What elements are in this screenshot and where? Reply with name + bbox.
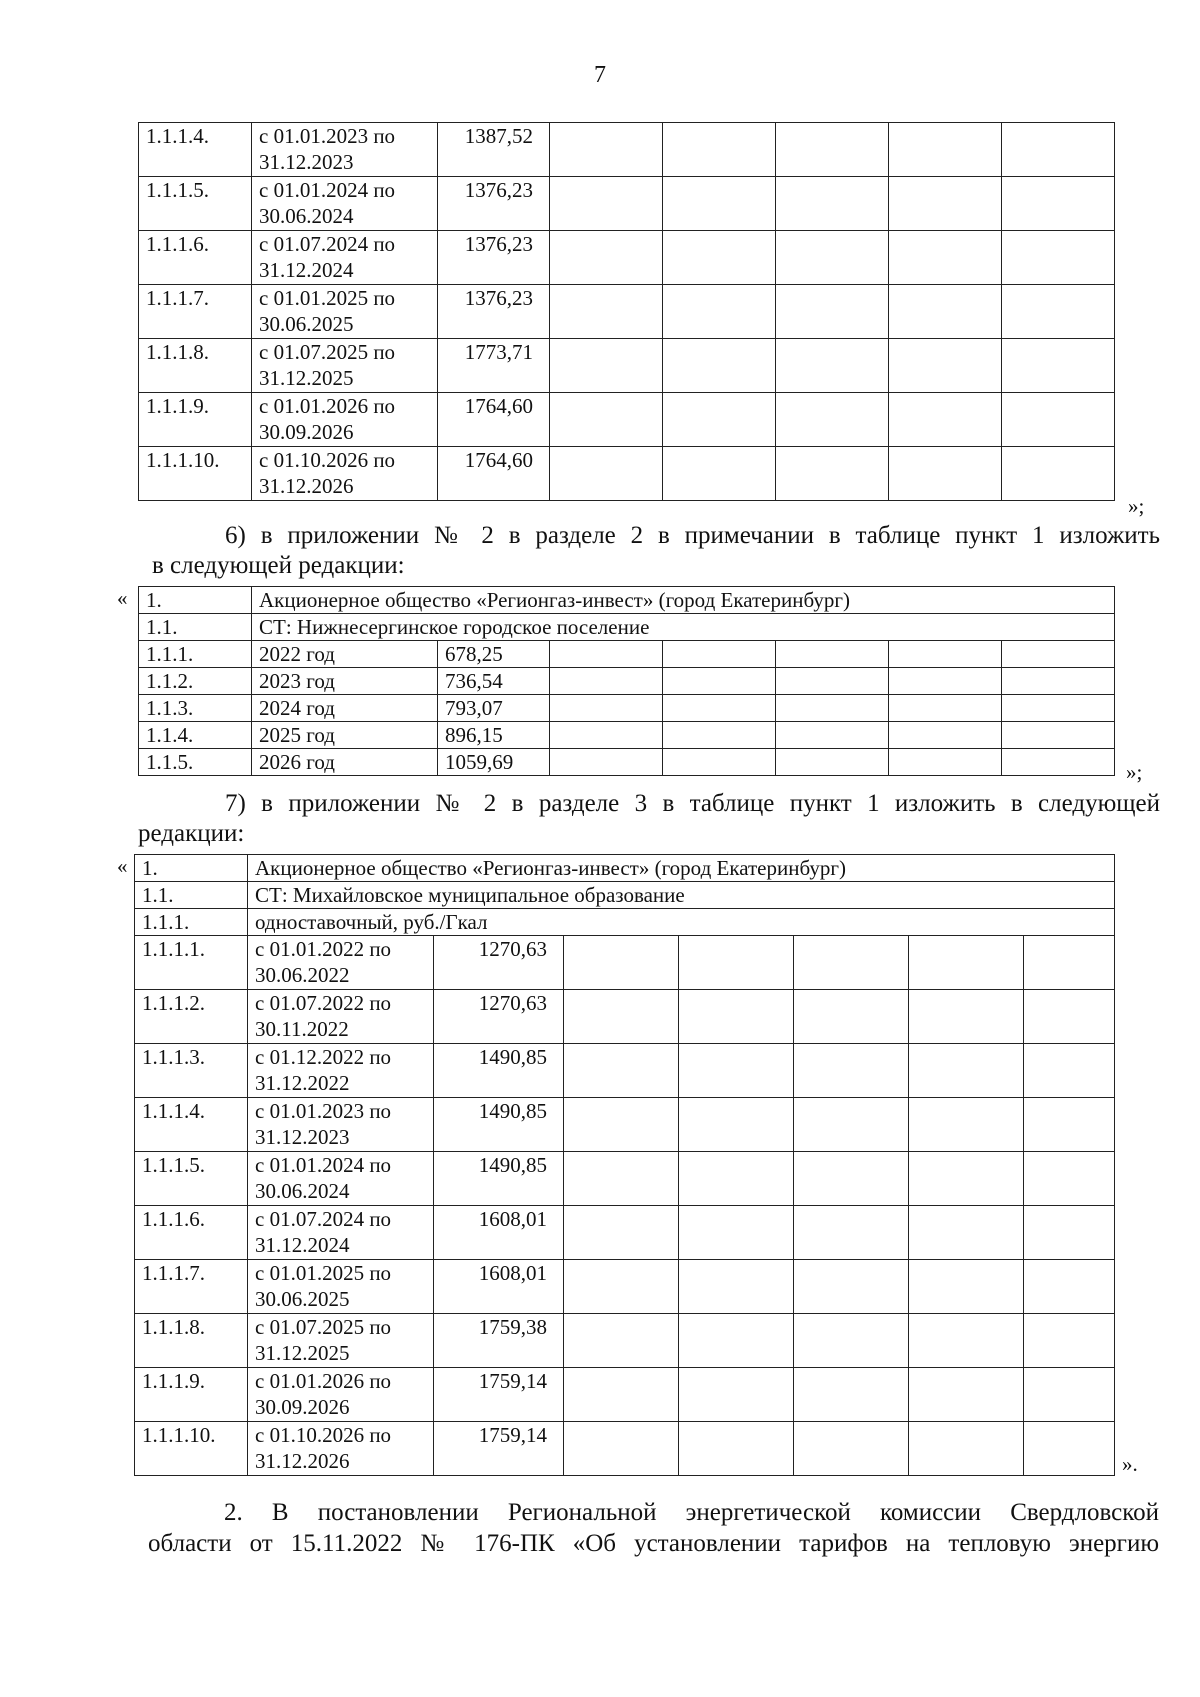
period-start: с 01.07.2022 по	[255, 991, 392, 1015]
period-start: с 01.01.2024 по	[259, 178, 396, 202]
table-row	[135, 936, 1115, 990]
row-value: 1490,85	[434, 1152, 564, 1206]
empty-cell	[1024, 936, 1115, 990]
empty-cell	[564, 1368, 679, 1422]
period-end: 30.09.2026	[259, 420, 354, 444]
row-value: 1490,85	[434, 1098, 564, 1152]
row-number: 1.1.1.	[139, 641, 252, 668]
row-number: 1.1.3.	[139, 695, 252, 722]
row-number: 1.1.1.4.	[139, 123, 252, 177]
empty-cell	[679, 1152, 794, 1206]
empty-cell	[776, 749, 889, 776]
table-row	[139, 641, 1115, 668]
period-end: 31.12.2026	[259, 474, 354, 498]
table-row	[135, 1206, 1115, 1260]
period-end: 31.12.2024	[255, 1233, 350, 1257]
empty-cell	[1002, 749, 1115, 776]
empty-cell	[564, 1422, 679, 1476]
header-organization: Акционерное общество «Регионгаз-инвест» (город Екатеринбург)	[252, 587, 1115, 614]
sub-num: 1.1.	[135, 882, 248, 909]
row-period	[248, 1044, 434, 1098]
period-start: с 01.01.2023 по	[259, 124, 396, 148]
empty-cell	[889, 231, 1002, 285]
sub-num: 1.1.	[139, 614, 252, 641]
period-end: 31.12.2022	[255, 1071, 350, 1095]
empty-cell	[794, 1152, 909, 1206]
row-number: 1.1.1.7.	[135, 1260, 248, 1314]
row-year: 2025 год	[252, 722, 438, 749]
empty-cell	[663, 447, 776, 501]
close-quote-3: ».	[1122, 1452, 1138, 1476]
row-period	[248, 1368, 434, 1422]
tariff-table-1	[138, 122, 1115, 501]
row-value: 1764,60	[438, 447, 550, 501]
period-start: с 01.01.2025 по	[259, 286, 396, 310]
empty-cell	[909, 990, 1024, 1044]
table-row	[135, 1260, 1115, 1314]
empty-cell	[1024, 1098, 1115, 1152]
empty-cell	[1024, 1044, 1115, 1098]
table-row	[135, 855, 1115, 882]
empty-cell	[909, 1152, 1024, 1206]
empty-cell	[909, 1098, 1024, 1152]
empty-cell	[794, 990, 909, 1044]
row-value: 1270,63	[434, 936, 564, 990]
empty-cell	[663, 641, 776, 668]
empty-cell	[794, 1206, 909, 1260]
empty-cell	[564, 1260, 679, 1314]
period-end: 31.12.2025	[255, 1341, 350, 1365]
table-row	[135, 882, 1115, 909]
empty-cell	[1024, 1152, 1115, 1206]
empty-cell	[663, 668, 776, 695]
empty-cell	[889, 285, 1002, 339]
empty-cell	[1002, 393, 1115, 447]
row-period	[248, 1314, 434, 1368]
row-value: 1773,71	[438, 339, 550, 393]
row-period	[252, 339, 438, 393]
empty-cell	[1002, 641, 1115, 668]
empty-cell	[889, 695, 1002, 722]
empty-cell	[1024, 1260, 1115, 1314]
empty-cell	[889, 641, 1002, 668]
empty-cell	[564, 990, 679, 1044]
row-value: 1608,01	[434, 1260, 564, 1314]
empty-cell	[550, 177, 663, 231]
period-start: с 01.12.2022 по	[255, 1045, 392, 1069]
row-period	[252, 447, 438, 501]
period-end: 31.12.2023	[255, 1125, 350, 1149]
period-start: с 01.07.2025 по	[259, 340, 396, 364]
empty-cell	[550, 749, 663, 776]
empty-cell	[1002, 722, 1115, 749]
empty-cell	[550, 447, 663, 501]
empty-cell	[550, 285, 663, 339]
paragraph-6-line-2: в следующей редакции:	[152, 552, 405, 579]
period-start: с 01.01.2023 по	[255, 1099, 392, 1123]
empty-cell	[1024, 1314, 1115, 1368]
empty-cell	[794, 1044, 909, 1098]
empty-cell	[663, 231, 776, 285]
empty-cell	[1002, 285, 1115, 339]
empty-cell	[889, 177, 1002, 231]
empty-cell	[909, 1206, 1024, 1260]
empty-cell	[1002, 123, 1115, 177]
empty-cell	[550, 393, 663, 447]
period-start: с 01.07.2024 по	[259, 232, 396, 256]
table-row	[139, 587, 1115, 614]
row-period	[252, 393, 438, 447]
empty-cell	[564, 936, 679, 990]
empty-cell	[776, 393, 889, 447]
table-row	[135, 990, 1115, 1044]
empty-cell	[679, 1044, 794, 1098]
row-number: 1.1.1.3.	[135, 1044, 248, 1098]
empty-cell	[776, 447, 889, 501]
empty-cell	[550, 695, 663, 722]
empty-cell	[909, 1260, 1024, 1314]
sub2-num: 1.1.1.	[135, 909, 248, 936]
empty-cell	[889, 339, 1002, 393]
row-year: 2022 год	[252, 641, 438, 668]
empty-cell	[794, 936, 909, 990]
empty-cell	[679, 1422, 794, 1476]
period-start: с 01.07.2024 по	[255, 1207, 392, 1231]
empty-cell	[663, 749, 776, 776]
empty-cell	[794, 1368, 909, 1422]
empty-cell	[663, 722, 776, 749]
row-value: 1376,23	[438, 231, 550, 285]
table-row	[139, 668, 1115, 695]
period-end: 30.06.2024	[259, 204, 354, 228]
row-period	[252, 231, 438, 285]
row-value: 1759,14	[434, 1422, 564, 1476]
sub2-tariff-type: одноставочный, руб./Гкал	[248, 909, 1115, 936]
empty-cell	[889, 749, 1002, 776]
empty-cell	[1024, 1206, 1115, 1260]
row-period	[248, 1206, 434, 1260]
empty-cell	[663, 339, 776, 393]
row-value: 1490,85	[434, 1044, 564, 1098]
row-period	[248, 990, 434, 1044]
row-value: 1059,69	[438, 749, 550, 776]
empty-cell	[564, 1098, 679, 1152]
row-number: 1.1.5.	[139, 749, 252, 776]
empty-cell	[889, 722, 1002, 749]
table-row	[139, 393, 1115, 447]
empty-cell	[909, 1368, 1024, 1422]
empty-cell	[564, 1314, 679, 1368]
empty-cell	[679, 1368, 794, 1422]
sub-municipality: СТ: Михайловское муниципальное образование	[248, 882, 1115, 909]
paragraph-2-line-2: области от 15.11.2022 № 176-ПК «Об установлении тарифов на тепловую энергию	[148, 1530, 1159, 1557]
paragraph-6-line-1: 6) в приложении № 2 в разделе 2 в примечании в таблице пункт 1 изложить	[225, 522, 1160, 549]
empty-cell	[550, 231, 663, 285]
period-end: 30.06.2024	[255, 1179, 350, 1203]
row-year: 2023 год	[252, 668, 438, 695]
row-value: 1759,38	[434, 1314, 564, 1368]
empty-cell	[1002, 231, 1115, 285]
empty-cell	[1002, 695, 1115, 722]
empty-cell	[909, 1044, 1024, 1098]
empty-cell	[776, 177, 889, 231]
row-number: 1.1.1.6.	[139, 231, 252, 285]
empty-cell	[794, 1098, 909, 1152]
row-value: 793,07	[438, 695, 550, 722]
period-end: 31.12.2025	[259, 366, 354, 390]
empty-cell	[889, 393, 1002, 447]
row-number: 1.1.1.9.	[135, 1368, 248, 1422]
row-number: 1.1.1.5.	[139, 177, 252, 231]
empty-cell	[1002, 447, 1115, 501]
period-end: 31.12.2023	[259, 150, 354, 174]
empty-cell	[564, 1206, 679, 1260]
period-end: 31.12.2026	[255, 1449, 350, 1473]
empty-cell	[776, 668, 889, 695]
row-period	[252, 285, 438, 339]
row-period	[252, 177, 438, 231]
period-start: с 01.01.2026 по	[259, 394, 396, 418]
empty-cell	[1002, 177, 1115, 231]
empty-cell	[679, 936, 794, 990]
table-row	[135, 1152, 1115, 1206]
empty-cell	[909, 1422, 1024, 1476]
empty-cell	[550, 123, 663, 177]
table-row	[135, 1422, 1115, 1476]
row-number: 1.1.1.2.	[135, 990, 248, 1044]
row-number: 1.1.4.	[139, 722, 252, 749]
empty-cell	[889, 668, 1002, 695]
row-year: 2024 год	[252, 695, 438, 722]
row-period	[248, 1260, 434, 1314]
header-organization: Акционерное общество «Регионгаз-инвест» (город Екатеринбург)	[248, 855, 1115, 882]
period-start: с 01.01.2022 по	[255, 937, 392, 961]
open-quote-2: «	[117, 586, 128, 610]
tariff-table-3	[134, 854, 1115, 1476]
row-number: 1.1.1.10.	[139, 447, 252, 501]
row-value: 1608,01	[434, 1206, 564, 1260]
empty-cell	[1002, 668, 1115, 695]
empty-cell	[550, 668, 663, 695]
empty-cell	[663, 285, 776, 339]
empty-cell	[776, 285, 889, 339]
paragraph-7-line-1: 7) в приложении № 2 в разделе 3 в таблице пункт 1 изложить в следующей	[225, 790, 1160, 817]
period-start: с 01.01.2025 по	[255, 1261, 392, 1285]
paragraph-2-line-1: 2. В постановлении Региональной энергетической комиссии Свердловской	[224, 1499, 1159, 1526]
period-start: с 01.10.2026 по	[259, 448, 396, 472]
empty-cell	[679, 990, 794, 1044]
empty-cell	[889, 123, 1002, 177]
paragraph-7-line-2: редакции:	[138, 820, 245, 847]
row-value: 1376,23	[438, 177, 550, 231]
empty-cell	[550, 722, 663, 749]
row-number: 1.1.2.	[139, 668, 252, 695]
row-period	[248, 936, 434, 990]
period-start: с 01.01.2024 по	[255, 1153, 392, 1177]
empty-cell	[550, 641, 663, 668]
sub-settlement: СТ: Нижнесергинское городское поселение	[252, 614, 1115, 641]
period-start: с 01.07.2025 по	[255, 1315, 392, 1339]
row-value: 1764,60	[438, 393, 550, 447]
table-row	[139, 123, 1115, 177]
row-value: 1759,14	[434, 1368, 564, 1422]
row-period	[252, 123, 438, 177]
table-row	[135, 1368, 1115, 1422]
empty-cell	[1024, 1422, 1115, 1476]
close-quote-2: »;	[1126, 760, 1143, 784]
table-row	[135, 1314, 1115, 1368]
row-number: 1.1.1.7.	[139, 285, 252, 339]
table-row	[139, 749, 1115, 776]
empty-cell	[889, 447, 1002, 501]
empty-cell	[550, 339, 663, 393]
empty-cell	[679, 1260, 794, 1314]
row-number: 1.1.1.6.	[135, 1206, 248, 1260]
row-year: 2026 год	[252, 749, 438, 776]
table-row	[139, 722, 1115, 749]
table-row	[139, 231, 1115, 285]
table-row	[139, 447, 1115, 501]
period-end: 30.06.2025	[255, 1287, 350, 1311]
period-start: с 01.01.2026 по	[255, 1369, 392, 1393]
table-row	[135, 1044, 1115, 1098]
empty-cell	[1024, 1368, 1115, 1422]
table-row	[135, 1098, 1115, 1152]
row-number: 1.1.1.1.	[135, 936, 248, 990]
row-value: 1270,63	[434, 990, 564, 1044]
table-row	[135, 909, 1115, 936]
empty-cell	[776, 123, 889, 177]
page-number: 7	[594, 62, 606, 88]
row-value: 896,15	[438, 722, 550, 749]
empty-cell	[564, 1152, 679, 1206]
close-quote-1: »;	[1128, 494, 1145, 518]
row-value: 1387,52	[438, 123, 550, 177]
period-start: с 01.10.2026 по	[255, 1423, 392, 1447]
row-period	[248, 1098, 434, 1152]
empty-cell	[776, 339, 889, 393]
empty-cell	[663, 177, 776, 231]
row-number: 1.1.1.8.	[139, 339, 252, 393]
empty-cell	[776, 722, 889, 749]
empty-cell	[794, 1314, 909, 1368]
row-number: 1.1.1.10.	[135, 1422, 248, 1476]
table-row	[139, 339, 1115, 393]
table-row	[139, 695, 1115, 722]
open-quote-3: «	[117, 854, 128, 878]
header-num: 1.	[139, 587, 252, 614]
period-end: 30.06.2022	[255, 963, 350, 987]
period-end: 30.11.2022	[255, 1017, 349, 1041]
empty-cell	[909, 1314, 1024, 1368]
tariff-table-2	[138, 586, 1115, 776]
empty-cell	[564, 1044, 679, 1098]
empty-cell	[679, 1314, 794, 1368]
header-num: 1.	[135, 855, 248, 882]
table-row	[139, 285, 1115, 339]
row-period	[248, 1152, 434, 1206]
table-row	[139, 614, 1115, 641]
empty-cell	[679, 1206, 794, 1260]
empty-cell	[679, 1098, 794, 1152]
empty-cell	[776, 695, 889, 722]
row-period	[248, 1422, 434, 1476]
empty-cell	[1024, 990, 1115, 1044]
empty-cell	[909, 936, 1024, 990]
period-end: 30.09.2026	[255, 1395, 350, 1419]
row-number: 1.1.1.9.	[139, 393, 252, 447]
empty-cell	[663, 123, 776, 177]
table-row	[139, 177, 1115, 231]
period-end: 30.06.2025	[259, 312, 354, 336]
row-number: 1.1.1.5.	[135, 1152, 248, 1206]
empty-cell	[1002, 339, 1115, 393]
empty-cell	[794, 1422, 909, 1476]
row-value: 1376,23	[438, 285, 550, 339]
empty-cell	[663, 393, 776, 447]
row-value: 736,54	[438, 668, 550, 695]
empty-cell	[794, 1260, 909, 1314]
empty-cell	[776, 641, 889, 668]
empty-cell	[776, 231, 889, 285]
row-value: 678,25	[438, 641, 550, 668]
row-number: 1.1.1.8.	[135, 1314, 248, 1368]
period-end: 31.12.2024	[259, 258, 354, 282]
empty-cell	[663, 695, 776, 722]
row-number: 1.1.1.4.	[135, 1098, 248, 1152]
